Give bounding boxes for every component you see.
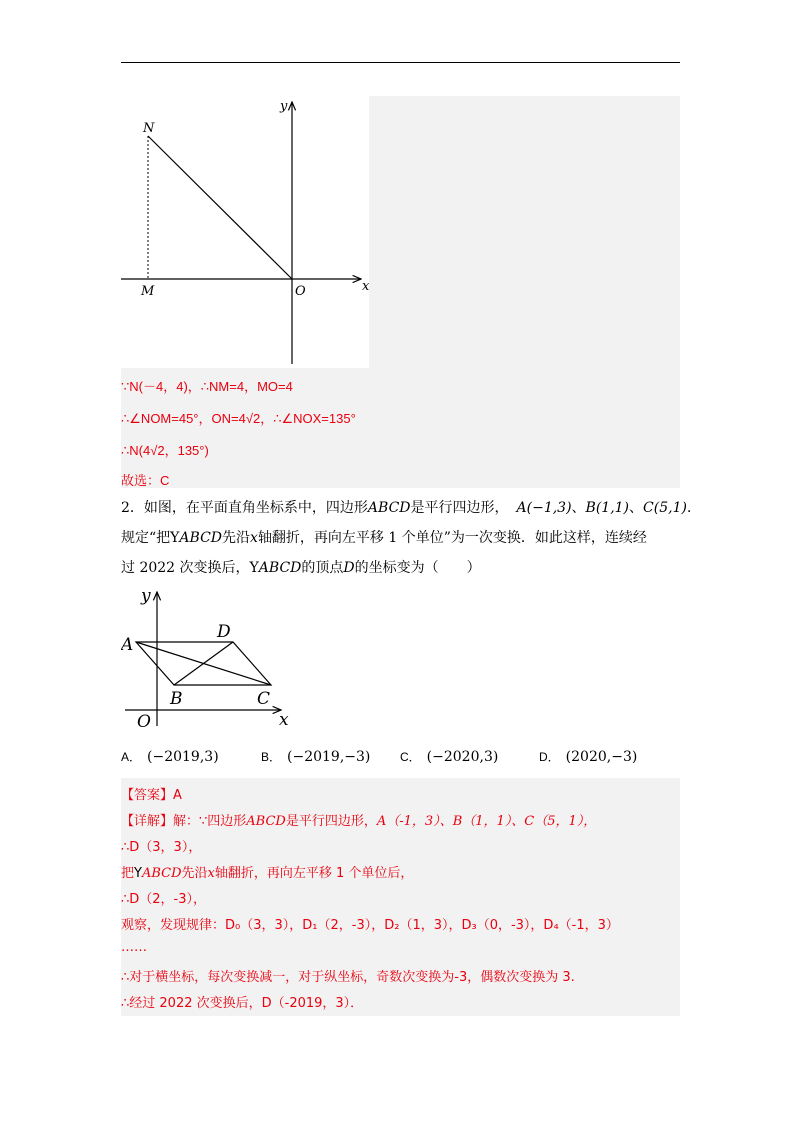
answer-detail-line-3 [121,862,413,881]
answer-text: 轴翻折，再向左平移 1 个单位后， [214,866,414,881]
fig2-label-C: C [257,689,271,709]
question-2-line-2 [121,528,681,548]
answer-text: 把 [121,866,135,881]
answer-point-c: C（5，1）， [524,814,597,829]
fig2-label-B: B [170,689,183,709]
answer-detail-line-8: ∴经过 2022 次变换后，D（-2019，3）． [121,996,364,1011]
q2-abcd: ABCD [179,530,223,546]
choice-letter: A． [121,750,142,764]
fig1-segment-NO [148,136,292,279]
choice-c[interactable] [400,748,498,765]
choice-a[interactable] [121,748,219,765]
q2-abcd: ABCD [258,560,302,576]
question-2-line-1: 2．如图，在平面直角坐标系中，四边形ABCD是平行四边形， A(−1,3)、B(1,1)、C(5,1)． [121,500,701,516]
figure-2 [121,584,301,734]
choice-b[interactable] [261,748,370,765]
fig1-label-x: x [362,279,369,294]
choice-value: (2020,−3) [565,749,638,765]
fig1-label-y: y [280,99,288,114]
fig2-label-D: D [217,622,231,642]
fig1-label-N: N [143,121,155,136]
question-2-line-3 [121,558,681,578]
figure-2-svg [121,584,301,734]
q2-text: 过 2022 次变换后， [121,560,250,576]
choice-letter: D． [539,750,560,764]
q2-text: 2．如图，在平面直角坐标系中，四边形 [121,500,368,516]
diagonal-BD [174,642,233,685]
q2-d: D [343,560,355,576]
choice-value: (−2019,−3) [287,749,371,765]
solution-1-line-3: ∴N(4√2，135°) [121,443,209,458]
fig2-label-A: A [121,635,134,655]
q2-text: 的坐标变为（ ） [354,560,481,576]
answer-detail-line-5: 观察，发现规律：D₀（3，3），D₁（2，-3），D₂（1，3），D₃（0，-3），D₄（-1，3） [121,918,619,933]
q2-text: 轴翻折，再向左平移 1 个单位”为一次变换．如此这样，连续经 [257,530,647,546]
answer-detail-line-4: ∴D（2，-3）， [121,892,207,907]
choice-letter: C． [400,750,421,764]
fig1-label-O: O [295,284,306,299]
figure-1-svg [121,96,369,368]
fig2-label-y: y [141,586,151,606]
q2-text: 是平行四边形， [410,500,509,516]
answer-detail-line-6: …… [121,940,147,955]
answer-text: 是平行四边形， [285,814,377,829]
q2-text: 规定“把 [121,530,171,546]
solution-1-line-4: 故选：C [121,473,170,488]
answer-detail-line-1 [121,810,596,829]
q2-abcd: ABCD [367,500,411,516]
choice-d[interactable] [539,748,637,765]
solution-1-line-2: ∴∠NOM=45°，ON=4√2，∴∠NOX=135° [121,411,356,426]
q2-text: 先沿 [222,530,251,546]
answer-point-b: B（1，1）、 [452,814,525,829]
choice-letter: B． [261,750,282,764]
parallelogram-symbol: Y [134,866,142,881]
fig1-label-M: M [141,284,155,299]
q2-text: 的顶点 [301,560,344,576]
answer-label: 【答案】A [121,788,182,803]
fig2-label-O: O [137,712,151,732]
answer-x: x [207,866,215,881]
fig2-label-x: x [279,710,289,730]
answer-text: 【详解】解：∵四边形 [121,814,247,829]
answer-text: 先沿 [181,866,208,881]
parallelogram-symbol: Y [249,560,259,576]
header-rule [121,62,680,63]
answer-detail-line-7: ∴对于横坐标，每次变换减一，对于纵坐标，奇数次变换为-3，偶数次变换为 3. [121,970,575,985]
solution-1-line-1: ∵N(－4，4)，∴NM=4，MO=4 [121,379,293,394]
answer-detail-line-2: ∴D（3，3）， [121,840,202,855]
answer-abcd: ABCD [246,814,286,829]
answer-point-a: A（-1，3）、 [376,814,453,829]
q2-point-c: C(5,1) [643,500,687,516]
choice-value: (−2019,3) [147,749,219,765]
figure-1 [121,96,369,368]
answer-abcd: ABCD [141,866,182,881]
q2-x: x [250,530,258,546]
answer-choices [121,748,681,770]
choice-value: (−2020,3) [426,749,499,765]
q2-point-a: A(−1,3) [516,500,572,516]
parallelogram-symbol: Y [170,530,180,546]
q2-point-b: B(1,1) [585,500,630,516]
